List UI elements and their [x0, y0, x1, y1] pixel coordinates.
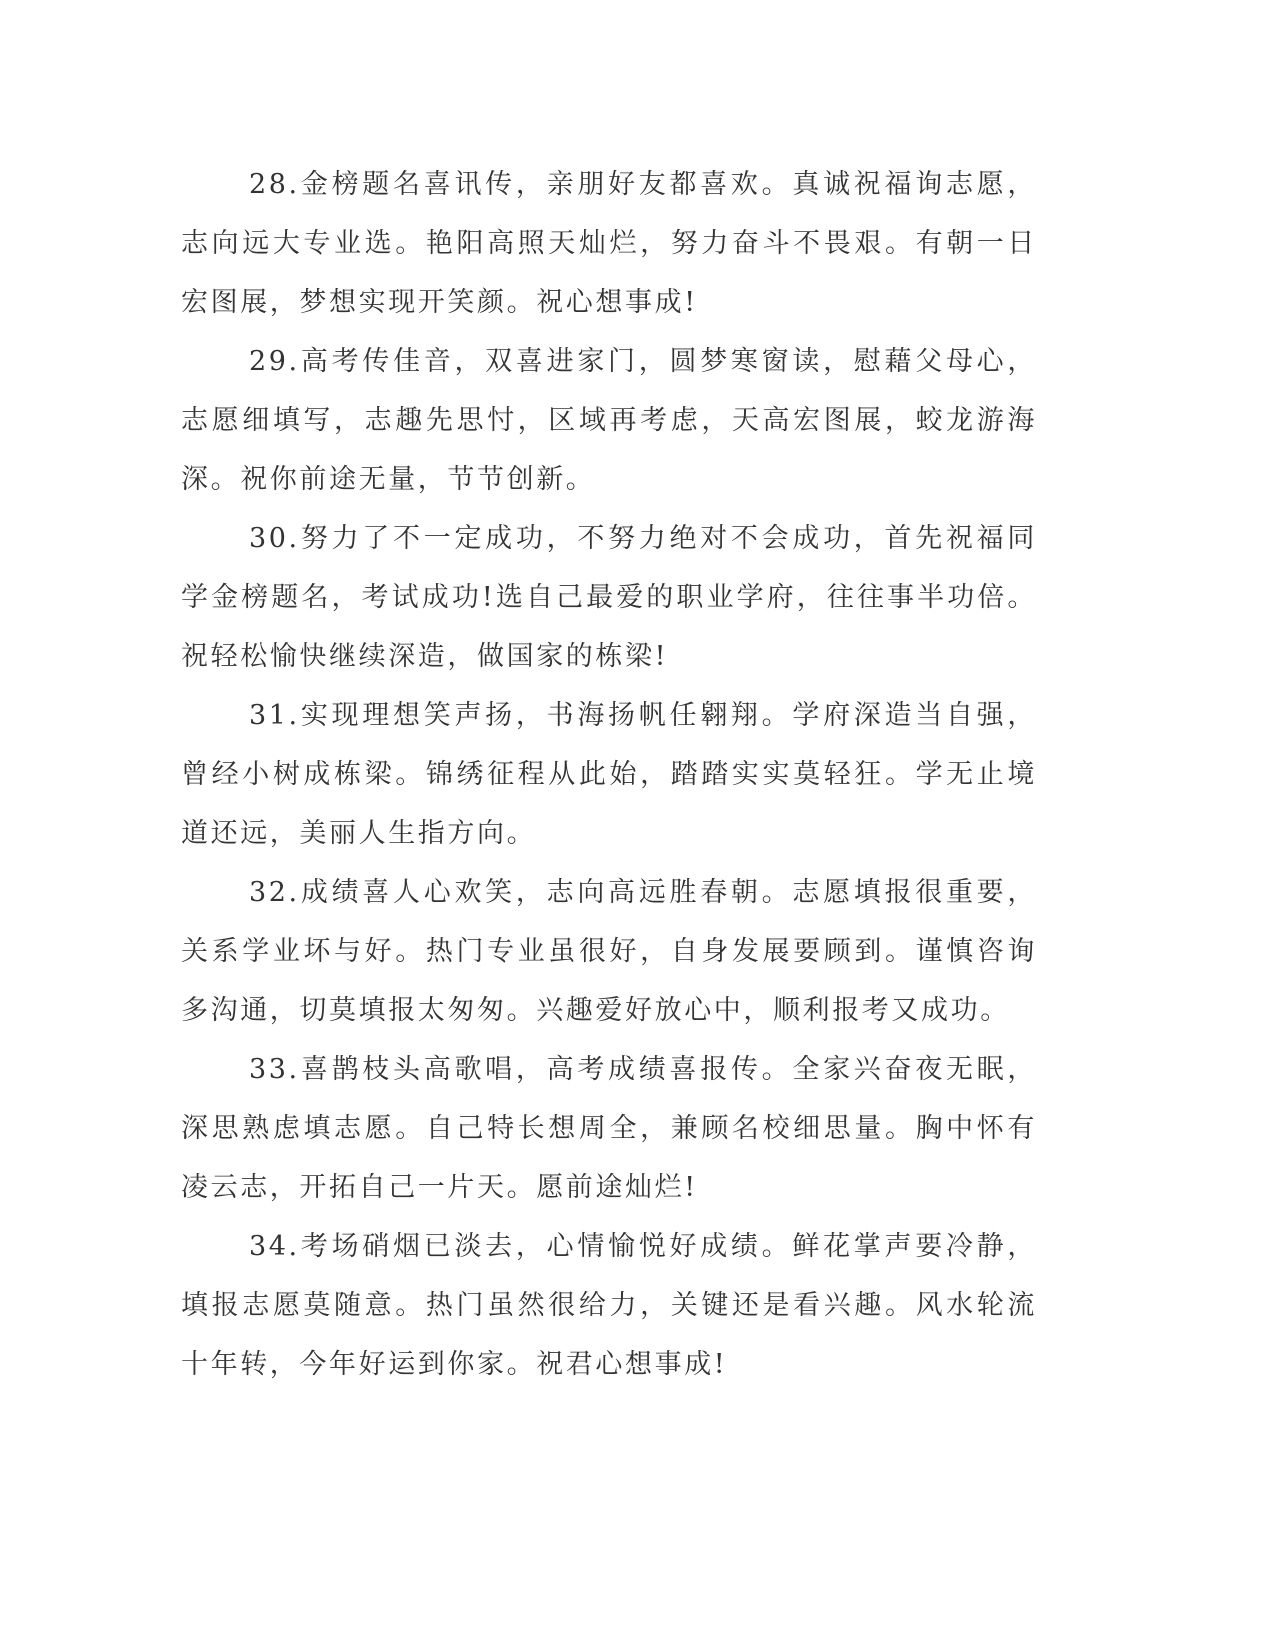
paragraph-34: 34.考场硝烟已淡去，心情愉悦好成绩。鲜花掌声要冷静，填报志愿莫随意。热门虽然很给力，关键还是看兴趣。风水轮流十年转，今年好运到你家。祝君心想事成!: [181, 1231, 1037, 1380]
document-body: [181, 155, 1037, 1394]
paragraph-30: 30.努力了不一定成功，不努力绝对不会成功，首先祝福同学金榜题名，考试成功!选自己最爱的职业学府，往往事半功倍。祝轻松愉快继续深造，做国家的栋梁!: [181, 523, 1037, 672]
paragraph-31: 31.实现理想笑声扬，书海扬帆任翱翔。学府深造当自强，曾经小树成栋梁。锦绣征程从此始，踏踏实实莫轻狂。学无止境道还远，美丽人生指方向。: [181, 700, 1037, 849]
paragraph-32: 32.成绩喜人心欢笑，志向高远胜春朝。志愿填报很重要，关系学业坏与好。热门专业虽很好，自身发展要顾到。谨慎咨询多沟通，切莫填报太匆匆。兴趣爱好放心中，顺利报考又成功。: [181, 877, 1037, 1026]
paragraph-28: 28.金榜题名喜讯传，亲朋好友都喜欢。真诚祝福询志愿，志向远大专业选。艳阳高照天灿烂，努力奋斗不畏艰。有朝一日宏图展，梦想实现开笑颜。祝心想事成!: [181, 169, 1037, 318]
paragraph-29: 29.高考传佳音，双喜进家门，圆梦寒窗读，慰藉父母心，志愿细填写，志趣先思忖，区域再考虑，天高宏图展，蛟龙游海深。祝你前途无量，节节创新。: [181, 346, 1037, 495]
paragraph-33: 33.喜鹊枝头高歌唱，高考成绩喜报传。全家兴奋夜无眠，深思熟虑填志愿。自己特长想周全，兼顾名校细思量。胸中怀有凌云志，开拓自己一片天。愿前途灿烂!: [181, 1054, 1037, 1203]
